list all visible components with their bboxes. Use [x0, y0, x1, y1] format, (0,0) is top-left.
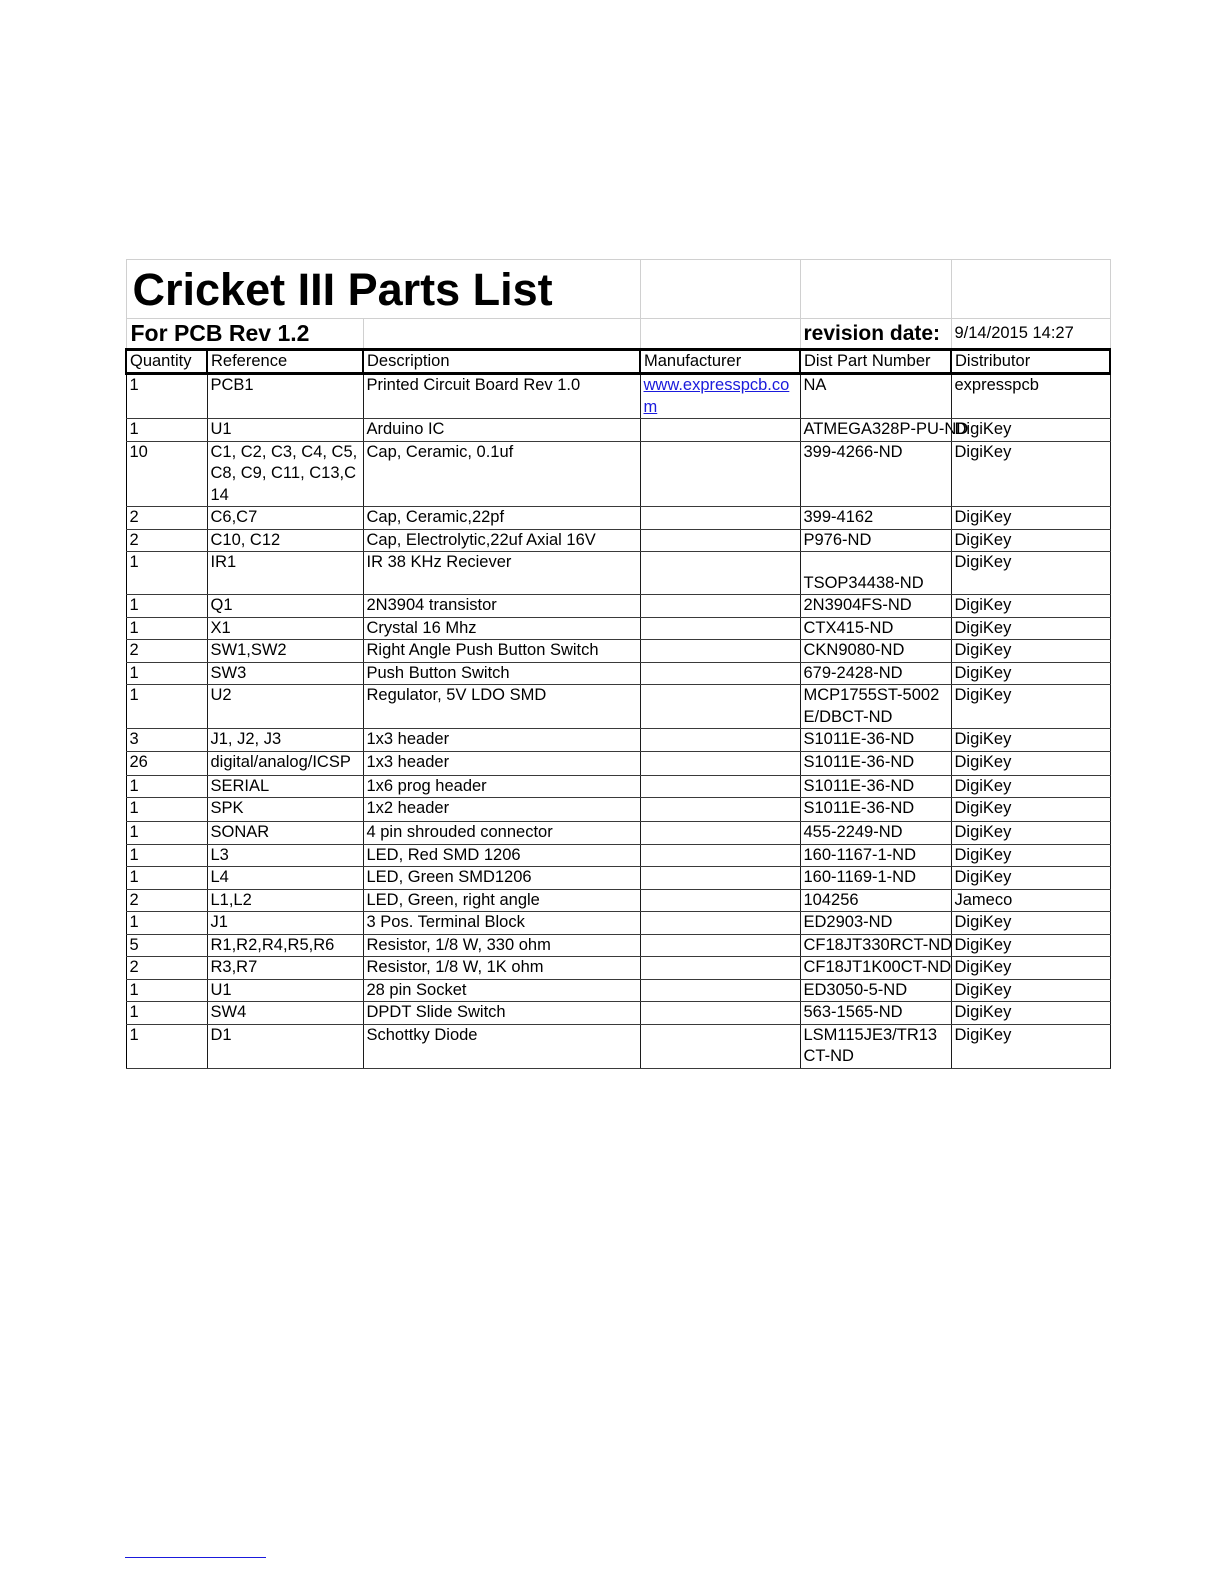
cell-distributor: DigiKey: [951, 419, 1110, 442]
cell-reference: SW3: [207, 662, 363, 685]
cell-distributor: DigiKey: [951, 798, 1110, 822]
cell-dist-part-number: S1011E-36-ND: [800, 798, 951, 822]
cell-manufacturer: [640, 529, 800, 552]
cell-manufacturer: [640, 775, 800, 798]
cell-reference: C1, C2, C3, C4, C5, C8, C9, C11, C13,C14: [207, 441, 363, 507]
cell-dist-part-number: 2N3904FS-ND: [800, 595, 951, 618]
cell-description: LED, Red SMD 1206: [363, 844, 640, 867]
cell-description: Cap, Ceramic,22pf: [363, 507, 640, 530]
cell-reference: C10, C12: [207, 529, 363, 552]
column-header-quantity: Quantity: [126, 350, 207, 374]
cell-quantity: 1: [126, 867, 207, 890]
cell-reference: L4: [207, 867, 363, 890]
cell-quantity: 1: [126, 844, 207, 867]
cell-reference: SW1,SW2: [207, 640, 363, 663]
cell-manufacturer: [640, 979, 800, 1002]
cell-reference: R1,R2,R4,R5,R6: [207, 934, 363, 957]
cell-quantity: 1: [126, 374, 207, 419]
cell-description: Right Angle Push Button Switch: [363, 640, 640, 663]
cell-description: Push Button Switch: [363, 662, 640, 685]
cell-dist-part-number: CTX415-ND: [800, 617, 951, 640]
cell-manufacturer: [640, 617, 800, 640]
cell-description: Cap, Ceramic, 0.1uf: [363, 441, 640, 507]
column-header-row: [126, 350, 1110, 374]
cell-manufacturer: [640, 1024, 800, 1068]
cell-quantity: 2: [126, 889, 207, 912]
cell-dist-part-number: LSM115JE3/TR13CT-ND: [800, 1024, 951, 1068]
cell-distributor: DigiKey: [951, 529, 1110, 552]
cell-quantity: 1: [126, 1024, 207, 1068]
cell-distributor: Jameco: [951, 889, 1110, 912]
table-row: [126, 751, 1110, 775]
cell-manufacturer: [640, 441, 800, 507]
table-row: [126, 529, 1110, 552]
table-row: [126, 957, 1110, 980]
cell-distributor: DigiKey: [951, 441, 1110, 507]
cell-quantity: 1: [126, 617, 207, 640]
cell-manufacturer: [640, 751, 800, 775]
cell-quantity: 1: [126, 912, 207, 935]
revision-date: 9/14/2015 14:27: [951, 319, 1110, 350]
cell-description: 28 pin Socket: [363, 979, 640, 1002]
cell-dist-part-number: S1011E-36-ND: [800, 751, 951, 775]
cell-dist-part-number: CF18JT330RCT-ND: [800, 934, 951, 957]
cell-reference: PCB1: [207, 374, 363, 419]
cell-quantity: 26: [126, 751, 207, 775]
table-row: [126, 374, 1110, 419]
cell-manufacturer: [640, 374, 800, 419]
cell-dist-part-number: 104256: [800, 889, 951, 912]
cell-description: Printed Circuit Board Rev 1.0: [363, 374, 640, 419]
cell-reference: Q1: [207, 595, 363, 618]
cell-quantity: 10: [126, 441, 207, 507]
table-row: [126, 662, 1110, 685]
cell-dist-part-number: 160-1167-1-ND: [800, 844, 951, 867]
cell-description: Resistor, 1/8 W, 1K ohm: [363, 957, 640, 980]
cell-dist-part-number: S1011E-36-ND: [800, 775, 951, 798]
cell-reference: J1: [207, 912, 363, 935]
cell-manufacturer: [640, 640, 800, 663]
cell-manufacturer: [640, 822, 800, 845]
cell-quantity: 1: [126, 662, 207, 685]
cell-manufacturer: [640, 729, 800, 752]
cell-quantity: 1: [126, 552, 207, 595]
cell-manufacturer: [640, 507, 800, 530]
cell-quantity: 2: [126, 640, 207, 663]
cell-distributor: DigiKey: [951, 617, 1110, 640]
cell-distributor: DigiKey: [951, 751, 1110, 775]
parts-list-sheet: [125, 259, 1111, 1069]
table-row: [126, 640, 1110, 663]
cell-quantity: 3: [126, 729, 207, 752]
cell-distributor: DigiKey: [951, 729, 1110, 752]
cell-description: Resistor, 1/8 W, 330 ohm: [363, 934, 640, 957]
cell-manufacturer: [640, 889, 800, 912]
cell-quantity: 2: [126, 957, 207, 980]
table-row: [126, 775, 1110, 798]
cell-dist-part-number: 563-1565-ND: [800, 1002, 951, 1025]
cell-reference: L3: [207, 844, 363, 867]
cell-quantity: 1: [126, 595, 207, 618]
cell-distributor: expresspcb: [951, 374, 1110, 419]
table-row: [126, 912, 1110, 935]
cell-reference: R3,R7: [207, 957, 363, 980]
cell-manufacturer: [640, 595, 800, 618]
cell-reference: L1,L2: [207, 889, 363, 912]
cell-dist-part-number: S1011E-36-ND: [800, 729, 951, 752]
table-row: [126, 685, 1110, 729]
cell-distributor: DigiKey: [951, 822, 1110, 845]
cell-reference: U1: [207, 979, 363, 1002]
cell-description: Regulator, 5V LDO SMD: [363, 685, 640, 729]
cell-quantity: 1: [126, 1002, 207, 1025]
cell-quantity: 1: [126, 775, 207, 798]
cell-manufacturer: [640, 844, 800, 867]
cell-reference: SONAR: [207, 822, 363, 845]
cell-quantity: 2: [126, 529, 207, 552]
column-header-reference: Reference: [207, 350, 363, 374]
cell-dist-part-number: 160-1169-1-ND: [800, 867, 951, 890]
cell-description: 1x2 header: [363, 798, 640, 822]
cell-manufacturer: [640, 685, 800, 729]
cell-description: Arduino IC: [363, 419, 640, 442]
cell-dist-part-number: ED2903-ND: [800, 912, 951, 935]
cell-description: 2N3904 transistor: [363, 595, 640, 618]
cell-dist-part-number: 679-2428-ND: [800, 662, 951, 685]
cell-distributor: DigiKey: [951, 844, 1110, 867]
table-row: [126, 844, 1110, 867]
cell-dist-part-number: MCP1755ST-5002E/DBCT-ND: [800, 685, 951, 729]
cell-manufacturer: [640, 662, 800, 685]
cell-manufacturer: [640, 798, 800, 822]
cell-quantity: 2: [126, 507, 207, 530]
cell-dist-part-number: 399-4162: [800, 507, 951, 530]
cell-distributor: DigiKey: [951, 979, 1110, 1002]
cell-manufacturer: [640, 867, 800, 890]
cell-description: Schottky Diode: [363, 1024, 640, 1068]
table-row: [126, 617, 1110, 640]
cell-dist-part-number: ED3050-5-ND: [800, 979, 951, 1002]
cell-distributor: DigiKey: [951, 662, 1110, 685]
table-row: [126, 1002, 1110, 1025]
column-header-dist-part-number: Dist Part Number: [800, 350, 951, 374]
sheet-title: Cricket III Parts List: [126, 260, 640, 319]
cell-distributor: DigiKey: [951, 1002, 1110, 1025]
subtitle-row: [126, 319, 1110, 350]
cell-quantity: 1: [126, 419, 207, 442]
cell-reference: D1: [207, 1024, 363, 1068]
cell-reference: IR1: [207, 552, 363, 595]
sheet-subtitle: For PCB Rev 1.2: [126, 319, 363, 350]
cell-distributor: DigiKey: [951, 552, 1110, 595]
column-header-manufacturer: Manufacturer: [640, 350, 800, 374]
cell-distributor: DigiKey: [951, 934, 1110, 957]
cell-dist-part-number: NA: [800, 374, 951, 419]
cell-distributor: DigiKey: [951, 775, 1110, 798]
table-row: [126, 441, 1110, 507]
cell-reference: U1: [207, 419, 363, 442]
cell-dist-part-number: CF18JT1K00CT-ND: [800, 957, 951, 980]
table-row: [126, 979, 1110, 1002]
cell-description: 3 Pos. Terminal Block: [363, 912, 640, 935]
cell-description: DPDT Slide Switch: [363, 1002, 640, 1025]
table-row: [126, 798, 1110, 822]
table-row: [126, 1024, 1110, 1068]
cell-dist-part-number: ATMEGA328P-PU-ND: [800, 419, 951, 442]
title-row: [126, 260, 1110, 319]
table-row: [126, 552, 1110, 595]
cell-reference: J1, J2, J3: [207, 729, 363, 752]
table-row: [126, 889, 1110, 912]
cell-reference: SW4: [207, 1002, 363, 1025]
cell-dist-part-number: 455-2249-ND: [800, 822, 951, 845]
cell-distributor: DigiKey: [951, 867, 1110, 890]
table-row: [126, 507, 1110, 530]
cell-quantity: 1: [126, 685, 207, 729]
cell-description: 1x3 header: [363, 729, 640, 752]
column-header-distributor: Distributor: [951, 350, 1110, 374]
cell-distributor: DigiKey: [951, 685, 1110, 729]
cell-distributor: DigiKey: [951, 1024, 1110, 1068]
cell-reference: C6,C7: [207, 507, 363, 530]
table-row: [126, 934, 1110, 957]
table-row: [126, 595, 1110, 618]
cell-reference: SPK: [207, 798, 363, 822]
cell-reference: SERIAL: [207, 775, 363, 798]
cell-dist-part-number: P976-ND: [800, 529, 951, 552]
cell-reference: U2: [207, 685, 363, 729]
cell-description: LED, Green SMD1206: [363, 867, 640, 890]
cell-quantity: 1: [126, 798, 207, 822]
cell-reference: X1: [207, 617, 363, 640]
cell-manufacturer: [640, 957, 800, 980]
cell-description: 4 pin shrouded connector: [363, 822, 640, 845]
cell-description: 1x3 header: [363, 751, 640, 775]
revision-label: revision date:: [800, 319, 951, 350]
parts-rows: [126, 374, 1110, 1069]
cell-dist-part-number: TSOP34438-ND: [800, 552, 951, 595]
footnote-rule: [125, 1557, 266, 1558]
table-row: [126, 419, 1110, 442]
cell-description: LED, Green, right angle: [363, 889, 640, 912]
cell-distributor: DigiKey: [951, 595, 1110, 618]
cell-distributor: DigiKey: [951, 640, 1110, 663]
cell-manufacturer: [640, 934, 800, 957]
cell-distributor: DigiKey: [951, 912, 1110, 935]
cell-reference: digital/analog/ICSP: [207, 751, 363, 775]
cell-manufacturer: [640, 912, 800, 935]
cell-description: IR 38 KHz Reciever: [363, 552, 640, 595]
cell-distributor: DigiKey: [951, 507, 1110, 530]
cell-description: 1x6 prog header: [363, 775, 640, 798]
cell-dist-part-number: CKN9080-ND: [800, 640, 951, 663]
cell-quantity: 5: [126, 934, 207, 957]
cell-description: Crystal 16 Mhz: [363, 617, 640, 640]
cell-description: Cap, Electrolytic,22uf Axial 16V: [363, 529, 640, 552]
cell-manufacturer: [640, 1002, 800, 1025]
cell-manufacturer: [640, 419, 800, 442]
table-row: [126, 729, 1110, 752]
cell-quantity: 1: [126, 979, 207, 1002]
cell-distributor: DigiKey: [951, 957, 1110, 980]
table-row: [126, 822, 1110, 845]
cell-dist-part-number: 399-4266-ND: [800, 441, 951, 507]
cell-quantity: 1: [126, 822, 207, 845]
manufacturer-link[interactable]: www.expresspcb.com: [643, 376, 790, 416]
column-header-description: Description: [363, 350, 640, 374]
cell-manufacturer: [640, 552, 800, 595]
table-row: [126, 867, 1110, 890]
